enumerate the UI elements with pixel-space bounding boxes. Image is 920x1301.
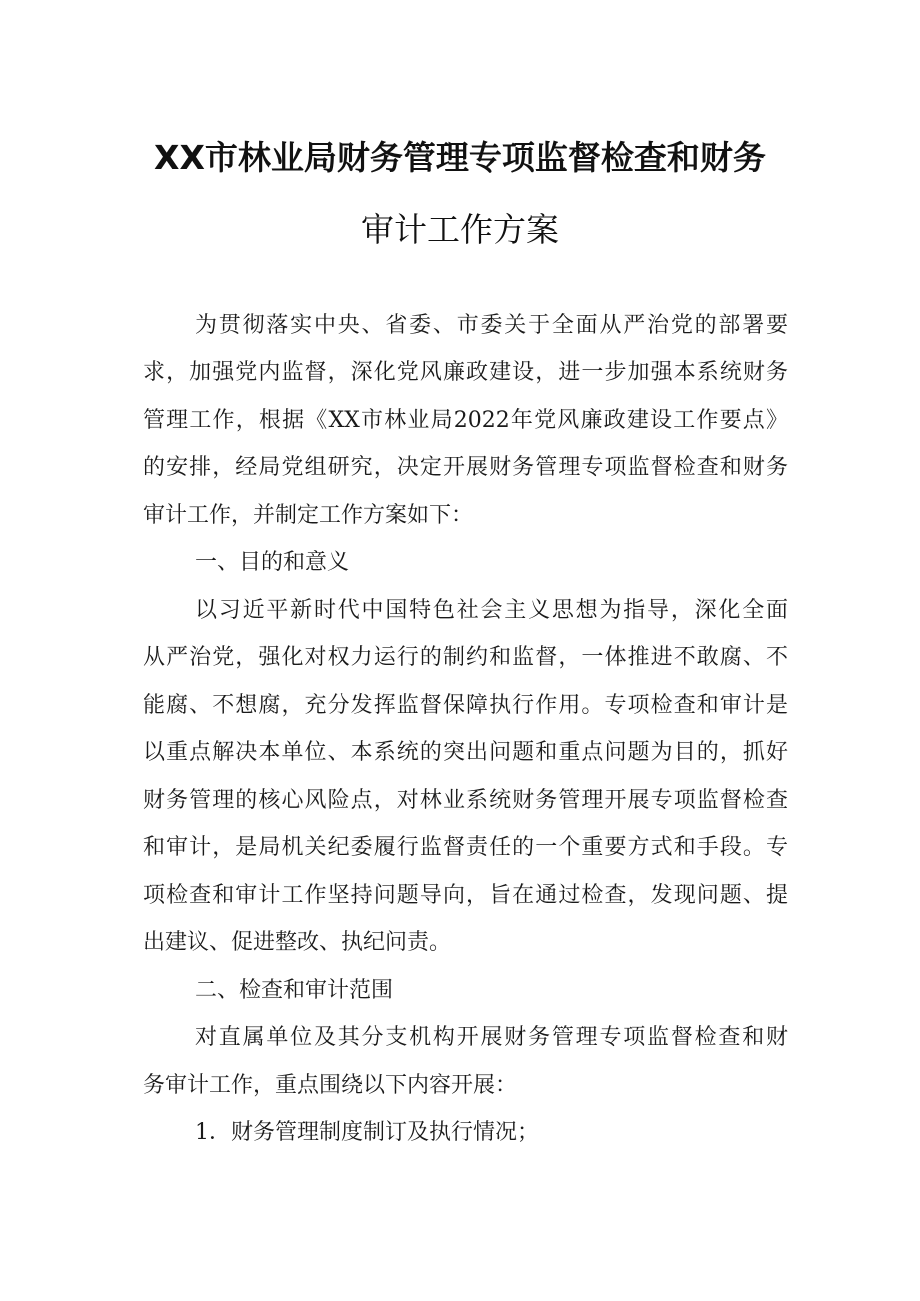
paragraph-purpose-line: 以习近平新时代中国特色社会主义思想为指导，深化全面 [195, 598, 788, 623]
document-title-line-2: 审计工作方案 [361, 210, 559, 249]
paragraph-purpose-line: 从严治党，强化对权力运行的制约和监督，一体推进不敢腐、不 [143, 645, 788, 670]
paragraph-purpose-line: 出建议、促进整改、执纪问责。 [143, 930, 452, 955]
section-heading-1: 一、目的和意义 [195, 550, 350, 575]
paragraph-purpose-line: 财务管理的核心风险点，对林业系统财务管理开展专项监督检查 [143, 788, 788, 813]
document-title-line-1: XX市林业局财务管理专项监督检查和财务 [154, 138, 766, 177]
paragraph-scope-line: 对直属单位及其分支机构开展财务管理专项监督检查和财 [195, 1025, 788, 1050]
section-heading-2: 二、检查和审计范围 [195, 978, 394, 1003]
paragraph-purpose-line: 能腐、不想腐，充分发挥监督保障执行作用。专项检查和审计是 [143, 693, 788, 718]
paragraph-purpose-line: 以重点解决本单位、本系统的突出问题和重点问题为目的，抓好 [143, 740, 788, 765]
list-item-1: 1．财务管理制度制订及执行情况； [195, 1120, 539, 1145]
paragraph-intro-line: 管理工作，根据《XX市林业局2022年党风廉政建设工作要点》 [143, 408, 788, 433]
paragraph-intro-line: 审计工作，并制定工作方案如下： [143, 503, 474, 528]
paragraph-purpose-line: 和审计，是局机关纪委履行监督责任的一个重要方式和手段。专 [143, 835, 788, 860]
paragraph-intro-line: 求，加强党内监督，深化党风廉政建设，进一步加强本系统财务 [143, 360, 788, 385]
paragraph-intro-line: 为贯彻落实中央、省委、市委关于全面从严治党的部署要 [195, 313, 788, 338]
paragraph-purpose-line: 项检查和审计工作坚持问题导向，旨在通过检查，发现问题、提 [143, 883, 788, 908]
paragraph-scope-line: 务审计工作，重点围绕以下内容开展： [143, 1073, 518, 1098]
paragraph-intro-line: 的安排，经局党组研究，决定开展财务管理专项监督检查和财务 [143, 455, 788, 480]
